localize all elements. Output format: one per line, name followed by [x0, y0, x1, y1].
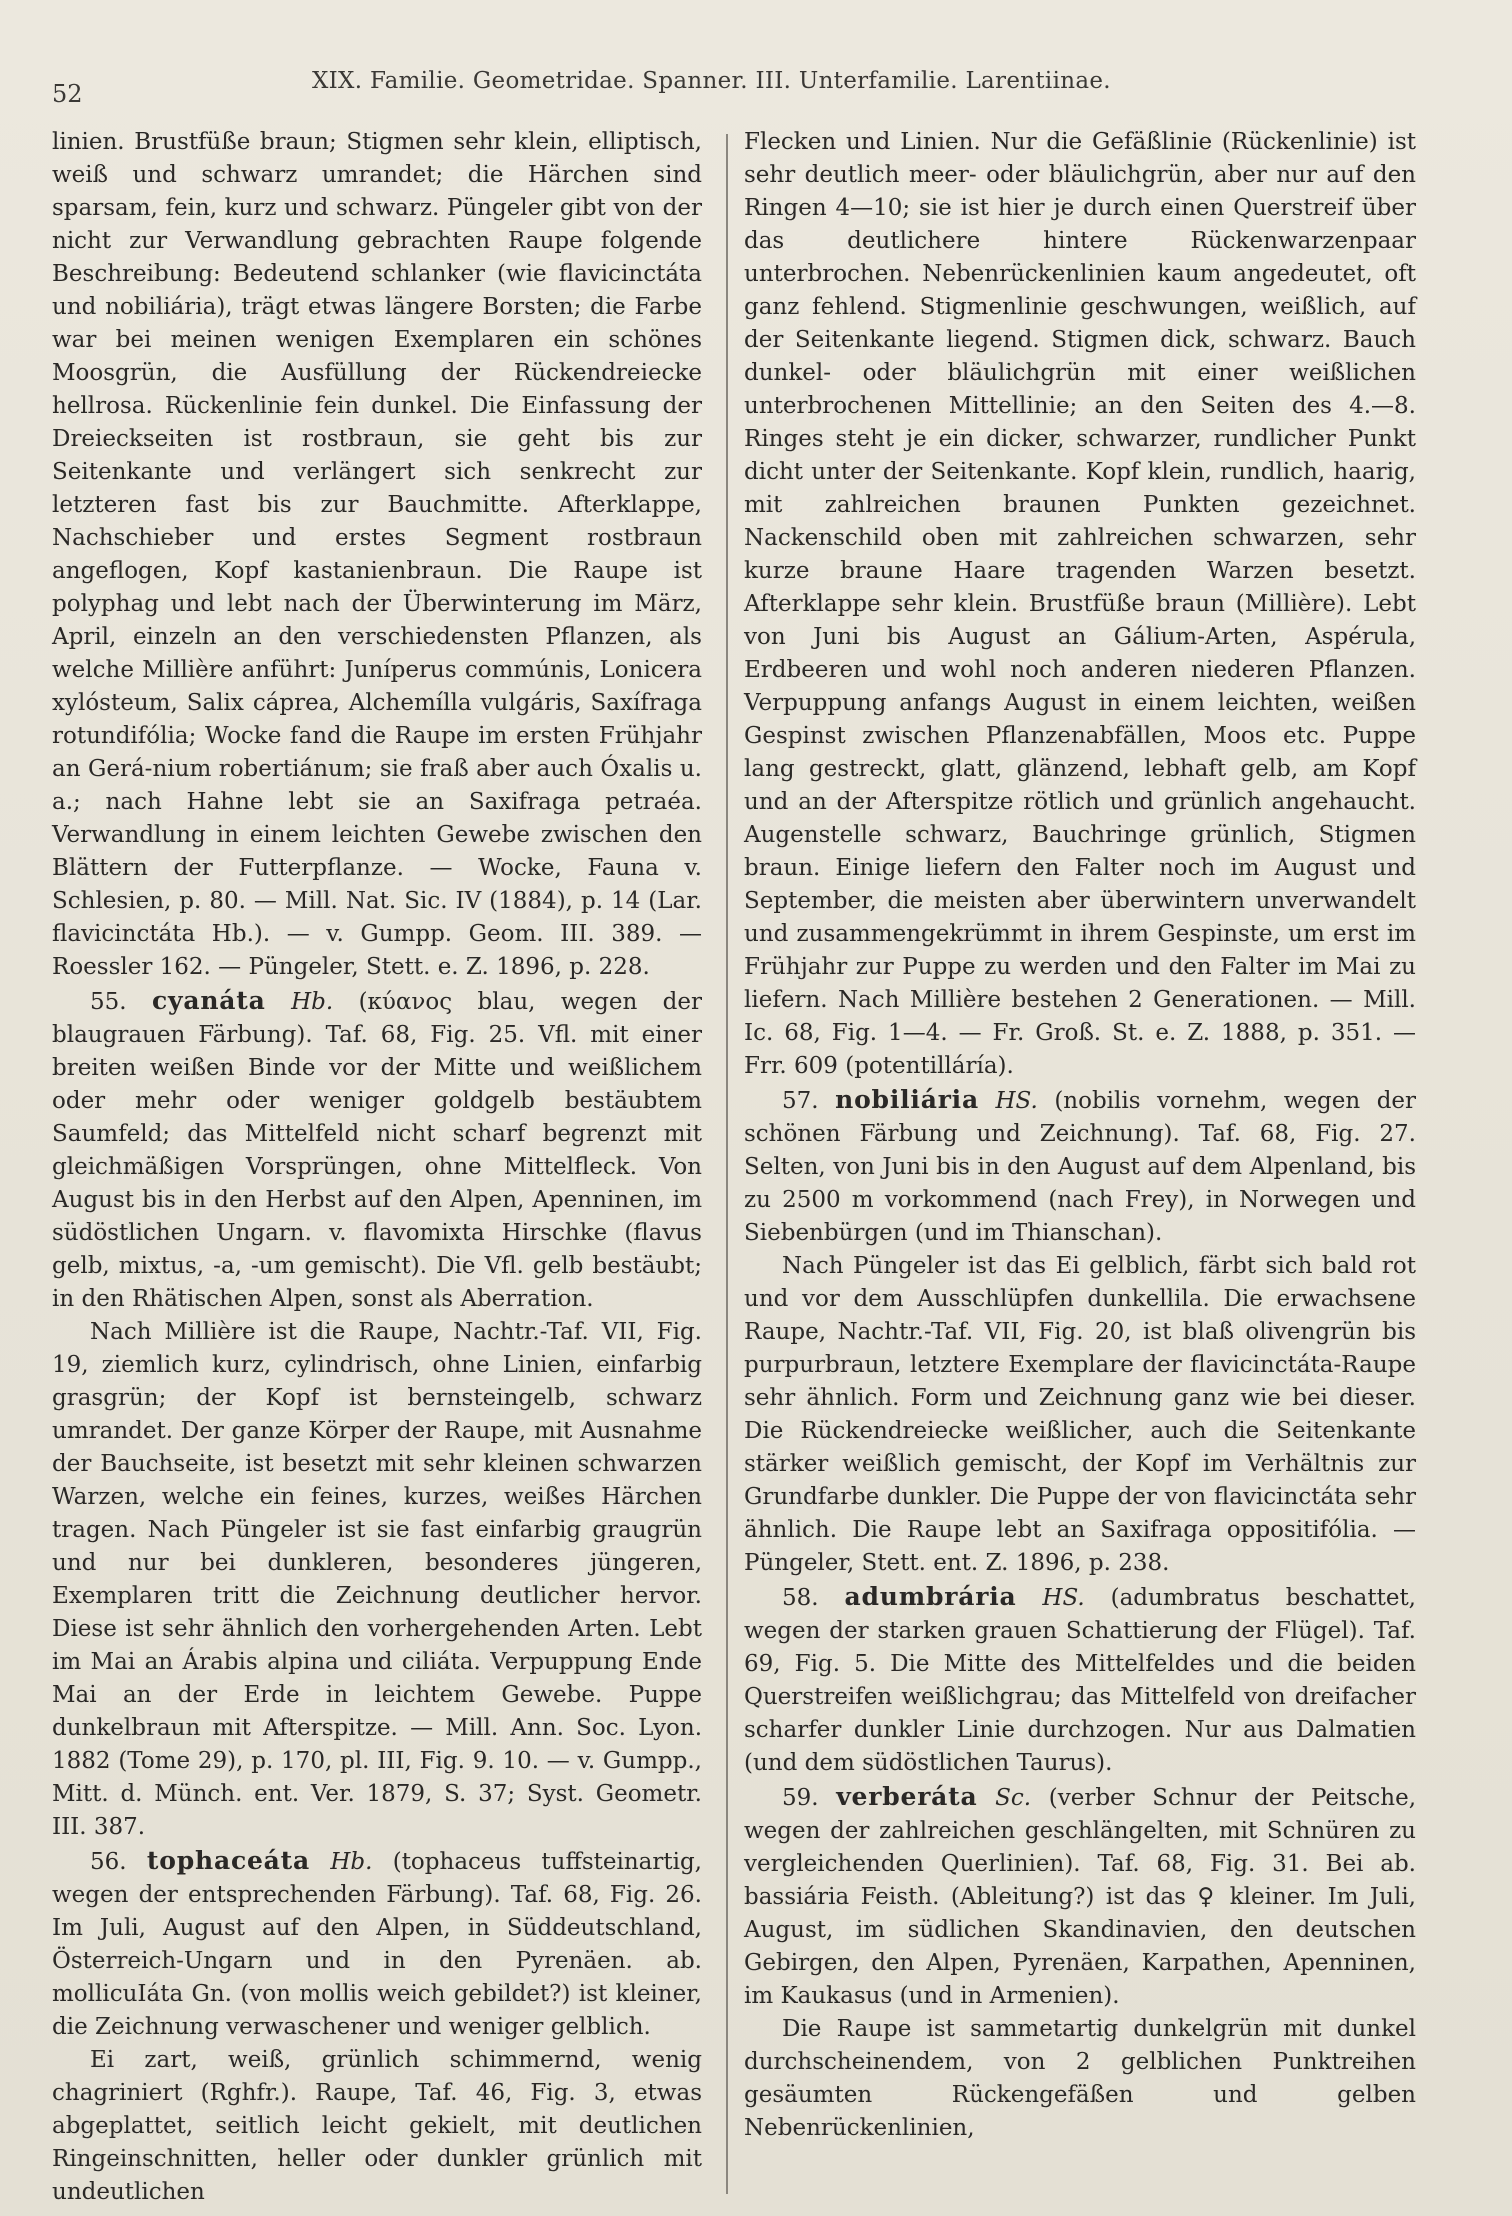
species-description: (verber Schnur der Peitsche, wegen der zahlreichen geschlängelten, mit Schnüren zu vergleichenden Querlinien). Taf. 68, Fig. 31. Bei ab. bassiária Feisth. (Ableitung?) ist das ♀ kleiner. Im Juli, August, im südlichen Skandinavien, den deutschen Gebirgen, den Alpen, Pyrenäen, Karpathen, Apenninen, im Kaukasus (und in Armenien).: [744, 1785, 1417, 2009]
species-entry-56: [52, 1844, 702, 2044]
entry-number: 55.: [90, 989, 127, 1015]
left-column: [52, 126, 702, 2209]
species-description: (adumbratus beschattet, wegen der starken grauen Schattierung der Flügel). Taf. 69, Fig. 5. Die Mitte des Mittelfeldes und die beiden Querstreifen weißlichgrau; das Mittelfeld von dreifacher scharfer dunkler Linie durchzogen. Nur aus Dalmatien (und dem südöstlichen Taurus).: [744, 1585, 1416, 1776]
entry-number: 58.: [782, 1585, 819, 1611]
species-name: nobiliária: [835, 1085, 979, 1114]
species-description: (tophaceus tuffsteinartig, wegen der entsprechenden Färbung). Taf. 68, Fig. 26. Im Juli, August auf den Alpen, in Süddeutschland, Österreich-Ungarn und in den Pyrenäen. ab. mollicuIáta Gn. (von mollis weich gebildet?) ist kleiner, die Zeichnung verwaschener und weniger gelblich.: [52, 1849, 702, 2040]
right-column: [744, 126, 1416, 2145]
species-author: HS.: [995, 1088, 1038, 1114]
entry-number: 57.: [782, 1088, 819, 1114]
paragraph: Nach Millière ist die Raupe, Nachtr.-Taf. VII, Fig. 19, ziemlich kurz, cylindrisch, ohne Linien, einfarbig grasgrün; der Kopf ist bernsteingelb, schwarz umrandet. Der ganze Körper der Raupe, mit Ausnahme der Bauchseite, ist besetzt mit sehr kleinen schwarzen Warzen, welche ein feines, kurzes, weißes Härchen tragen. Nach Püngeler ist sie fast einfarbig graugrün und nur bei dunkleren, besonderes jüngeren, Exemplaren tritt die Zeichnung deutlicher hervor. Diese ist sehr ähnlich den vorhergehenden Arten. Lebt im Mai an Árabis alpina und ciliáta. Verpuppung Ende Mai an der Erde in leichtem Gewebe. Puppe dunkelbraun mit Afterspitze. — Mill. Ann. Soc. Lyon. 1882 (Tome 29), p. 170, pl. III, Fig. 9. 10. — v. Gumpp., Mitt. d. Münch. ent. Ver. 1879, S. 37; Syst. Geometr. III. 387.: [52, 1319, 702, 1840]
species-entry-57: [744, 1083, 1416, 1250]
species-name: cyanáta: [151, 986, 266, 1015]
species-author: Hb.: [330, 1849, 373, 1875]
page-number: 52: [52, 80, 83, 108]
species-author: HS.: [1042, 1585, 1085, 1611]
species-entry-59: [744, 1780, 1416, 2013]
paragraph: linien. Brustfüße braun; Stigmen sehr klein, elliptisch, weiß und schwarz umrandet; die Härchen sind sparsam, fein, kurz und schwarz. Püngeler gibt von der nicht zur Verwandlung gebrachten Raupe folgende Beschreibung: Bedeutend schlanker (wie flavicinctáta und nobiliária), trägt etwas längere Borsten; die Farbe war bei meinen wenigen Exemplaren ein schönes Moosgrün, die Ausfüllung der Rückendreiecke hellrosa. Rückenlinie fein dunkel. Die Einfassung der Dreieckseiten ist rostbraun, sie geht bis zur Seitenkante und verlängert sich senkrecht zur letzteren fast bis zur Bauchmitte. Afterklappe, Nachschieber und erstes Segment rostbraun angeflogen, Kopf kastanienbraun. Die Raupe ist polyphag und lebt nach der Überwinterung im März, April, einzeln an den verschiedensten Pflanzen, als welche Millière anführt: Juníperus commúnis, Lonicera xylósteum, Salix cáprea, Alchemílla vulgáris, Saxífraga rotundifólia; Wocke fand die Raupe im ersten Frühjahr an Gerá-nium robertiánum; sie fraß aber auch Óxalis u. a.; nach Hahne lebt sie an Saxifraga petraéa. Verwandlung in einem leichten Gewebe zwischen den Blättern der Futterpflanze. — Wocke, Fauna v. Schlesien, p. 80. — Mill. Nat. Sic. IV (1884), p. 14 (Lar. flavicinctáta Hb.). — v. Gumpp. Geom. III. 389. — Roessler 162. — Püngeler, Stett. e. Z. 1896, p. 228.: [52, 129, 702, 980]
entry-number: 59.: [782, 1785, 819, 1811]
species-name: adumbrária: [844, 1582, 1017, 1611]
species-entry-58: [744, 1580, 1416, 1780]
species-author: Hb.: [291, 989, 334, 1015]
paragraph: Nach Püngeler ist das Ei gelblich, färbt sich bald rot und vor dem Ausschlüpfen dunkellila. Die erwachsene Raupe, Nachtr.-Taf. VII, Fig. 20, ist blaß olivengrün bis purpurbraun, letztere Exemplare der flavicinctáta-Raupe sehr ähnlich. Form und Zeichnung ganz wie bei dieser. Die Rückendreiecke weißlicher, auch die Seitenkante stärker weißlich gemischt, der Kopf im Verhältnis zur Grundfarbe dunkler. Die Puppe der von flavicinctáta sehr ähnlich. Die Raupe lebt an Saxifraga oppositifólia. — Püngeler, Stett. ent. Z. 1896, p. 238.: [744, 1253, 1416, 1576]
column-divider: [726, 134, 728, 2194]
page-header: [52, 66, 1452, 106]
species-description: (κύανος blau, wegen der blaugrauen Färbung). Taf. 68, Fig. 25. Vfl. mit einer breiten weißen Binde vor der Mitte und weißlichem oder mehr oder weniger goldgelb bestäubtem Saumfeld; das Mittelfeld nicht scharf begrenzt mit gleichmäßigen Vorsprüngen, ohne Mittelfleck. Von August bis in den Herbst auf den Alpen, Apenninen, im südöstlichen Ungarn. v. flavomixta Hirschke (flavus gelb, mixtus, -a, -um gemischt). Die Vfl. gelb bestäubt; in den Rhätischen Alpen, sonst als Aberration.: [52, 989, 703, 1312]
species-name: verberáta: [836, 1782, 978, 1811]
species-author: Sc.: [995, 1785, 1032, 1811]
running-head: XIX. Familie. Geometridae. Spanner. III. Unterfamilie. Larentiinae.: [312, 68, 1111, 94]
entry-number: 56.: [90, 1849, 127, 1875]
paragraph: Die Raupe ist sammetartig dunkelgrün mit dunkel durchscheinendem, von 2 gelblichen Punktreihen gesäumten Rückengefäßen und gelben Nebenrückenlinien,: [744, 2016, 1416, 2141]
species-description: (nobilis vornehm, wegen der schönen Färbung und Zeichnung). Taf. 68, Fig. 27. Selten, von Juni bis in den August auf dem Alpenland, bis zu 2500 m vorkommend (nach Frey), in Norwegen und Siebenbürgen (und im Thianschan).: [744, 1088, 1417, 1246]
species-name: tophaceáta: [146, 1846, 311, 1875]
paragraph: Ei zart, weiß, grünlich schimmernd, wenig chagriniert (Rghfr.). Raupe, Taf. 46, Fig. 3, etwas abgeplattet, seitlich leicht gekielt, mit deutlichen Ringeinschnitten, heller oder dunkler grünlich mit undeutlichen: [52, 2047, 702, 2205]
paragraph: Flecken und Linien. Nur die Gefäßlinie (Rückenlinie) ist sehr deutlich meer- oder bläulichgrün, aber nur auf den Ringen 4—10; sie ist hier je durch einen Querstreif über das deutlichere hintere Rückenwarzenpaar unterbrochen. Nebenrückenlinien kaum angedeutet, oft ganz fehlend. Stigmenlinie geschwungen, weißlich, auf der Seitenkante liegend. Stigmen dick, schwarz. Bauch dunkel- oder bläulichgrün mit einer weißlichen unterbrochenen Mittellinie; an den Seiten des 4.—8. Ringes steht je ein dicker, schwarzer, rundlicher Punkt dicht unter der Seitenkante. Kopf klein, rundlich, haarig, mit zahlreichen braunen Punkten gezeichnet. Nackenschild oben mit zahlreichen schwarzen, sehr kurze braune Haare tragenden Warzen besetzt. Afterklappe sehr klein. Brustfüße braun (Millière). Lebt von Juni bis August an Gálium-Arten, Aspérula, Erdbeeren und wohl noch anderen niederen Pflanzen. Verpuppung anfangs August in einem leichten, weißen Gespinst zwischen Pflanzenabfällen, Moos etc. Puppe lang gestreckt, glatt, glänzend, lebhaft gelb, am Kopf und an der Afterspitze rötlich und grünlich angehaucht. Augenstelle schwarz, Bauchringe grünlich, Stigmen braun. Einige liefern den Falter noch im August und September, die meisten aber überwintern unverwandelt und zusammengekrümmt in ihrem Gespinste, um erst im Frühjahr zur Puppe zu werden und den Falter im Mai zu liefern. Nach Millière bestehen 2 Generationen. — Mill. Ic. 68, Fig. 1—4. — Fr. Groß. St. e. Z. 1888, p. 351. — Frr. 609 (potentilláría).: [744, 129, 1416, 1079]
species-entry-55: [52, 984, 702, 1316]
